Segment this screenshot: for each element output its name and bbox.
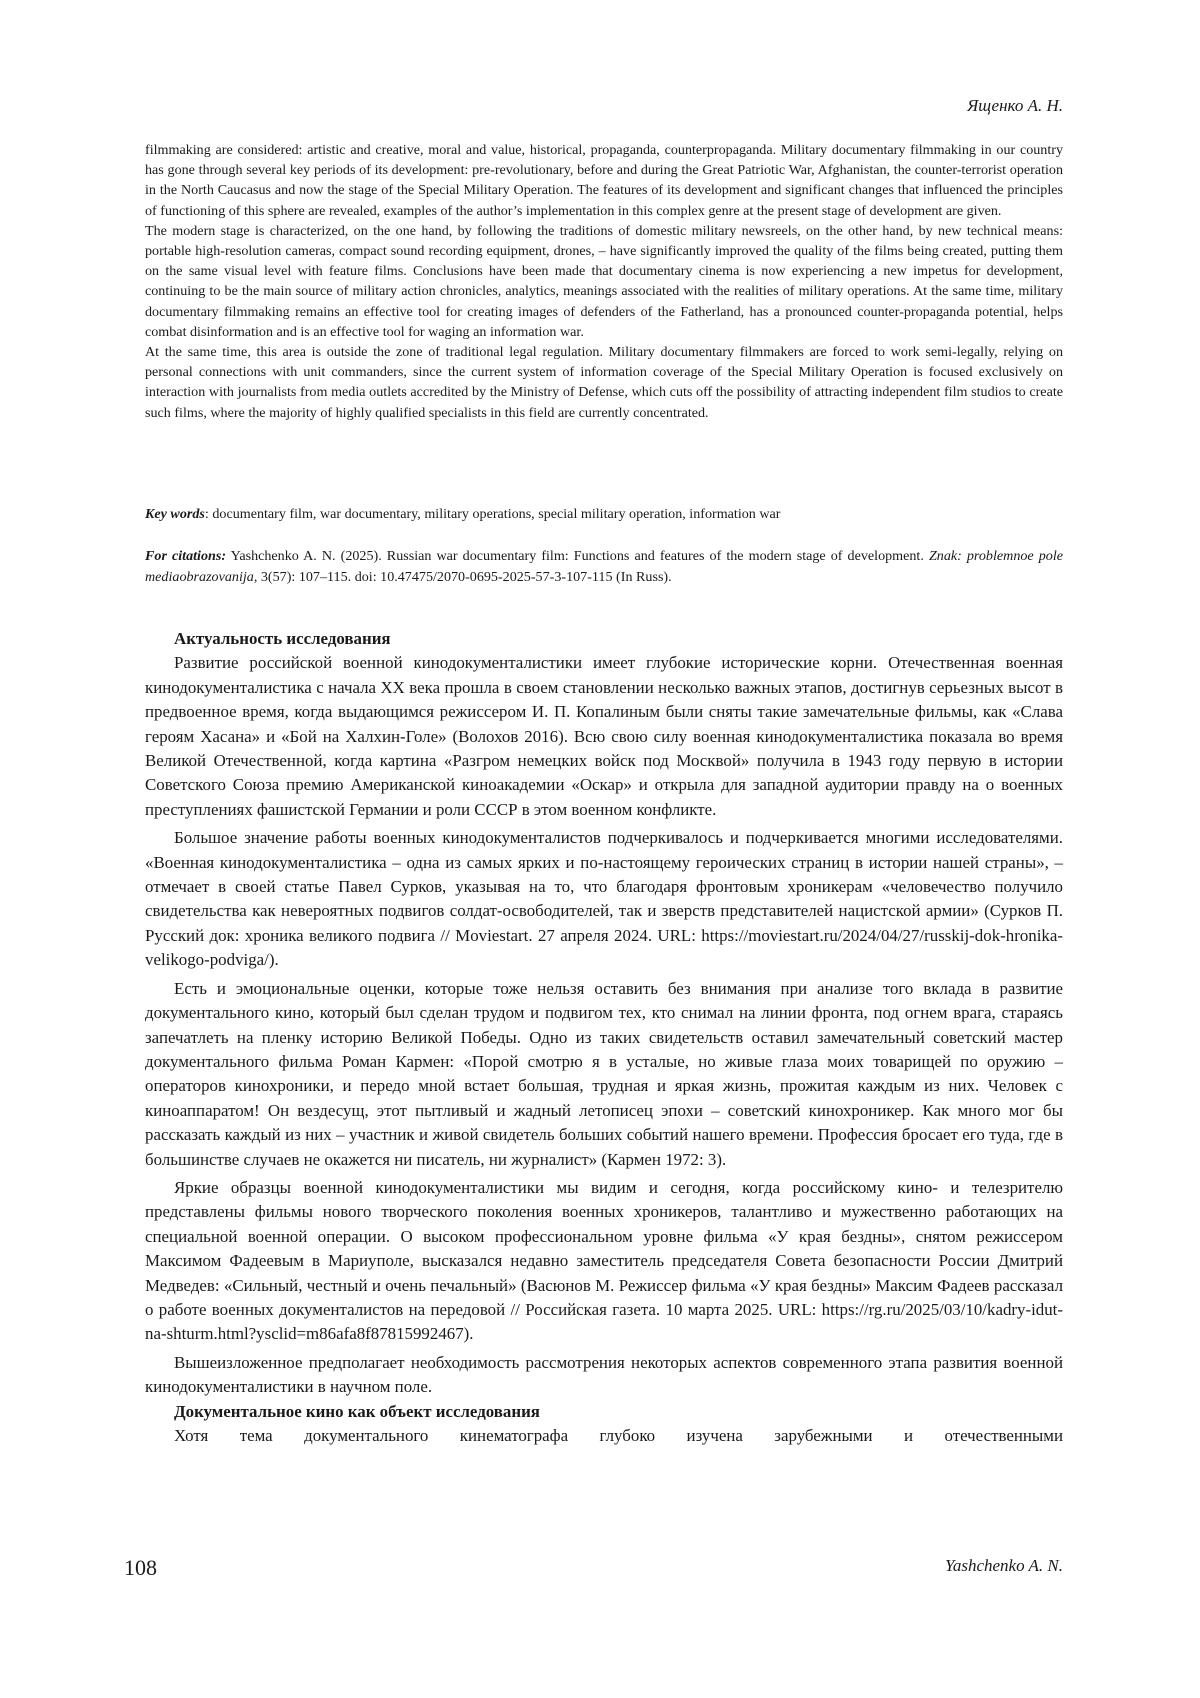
running-header-author: Ященко А. Н. — [967, 96, 1063, 115]
section-heading: Документальное кино как объект исследования — [174, 1401, 540, 1421]
citation — [145, 546, 1063, 587]
body-paragraph: Яркие образцы военной кинодокументалистики мы видим и сегодня, когда российскому кино- и телезрителю представлены фильмы нового творческого поколения военных хроникеров, талантливо и мужественно работающих на специальной военной операции. О высоком профессиональном уровне фильма «У края бездны», снятом режиссером Максимом Фадеевым в Мариуполе, высказался недавно заместитель председателя Совета безопасности России Дмитрий Медведев: «Сильный, честный и очень печальный» (Васюнов М. Режиссер фильма «У края бездны» Максим Фадеев рассказал о работе военных документалистов на передовой // Российская газета. 10 марта 2025. URL: https://rg.ru/2025/03/10/kadry-idut-na-shturm.html?ysclid=m86afa8f87815992467). — [145, 1177, 1063, 1344]
running-footer-author: Yashchenko A. N. — [944, 1556, 1063, 1575]
abstract-paragraph: The modern stage is characterized, on the one hand, by following the traditions of domestic military newsreels, on the other hand, by new technical means: portable high-resolution cameras, compact sound recording equipment, drones, – have significantly improved the quality of the films being created, putting them on the same visual level with feature films. Conclusions have been made that documentary cinema is now experiencing a new impetus for development, continuing to be the main source of military action chronicles, analytics, meanings associated with the realities of military operations. At the same time, military documentary filmmaking remains an effective tool for creating images of defenders of the Fatherland, has a pronounced counter-propaganda potential, helps combat disinformation and is an effective tool for waging an information war. — [145, 222, 1063, 340]
body-paragraph: Есть и эмоциональные оценки, которые тоже нельзя оставить без внимания при анализе того вклада в развитие документального кино, который был сделан трудом и подвигом тех, кто снимал на линии фронта, под огнем врага, стараясь запечатлеть на пленку историю Великой Победы. Одно из таких свидетельств оставил замечательный советский мастер документального фильма Роман Кармен: «Порой смотрю я в усталые, но живые глаза моих товарищей по оружию – операторов кинохроники, и передо мной встает большая, трудная и яркая жизнь, прожитая каждым из них. Человек с киноаппаратом! Он вездесущ, этот пытливый и жадный летописец эпохи – советский кинохроникер. Как много мог бы рассказать каждый из них – участник и живой свидетель больших событий нашего времени. Профессия бросает его туда, где в большинстве случаев не окажется ни писатель, ни журналист» (Кармен 1972: 3). — [145, 978, 1063, 1169]
body-paragraph: Хотя тема документального кинематографа глубоко изучена зарубежными и отечественными — [174, 1426, 1063, 1445]
keywords-text: : documentary film, war documentary, military operations, special military operation, information war — [204, 506, 781, 522]
keywords — [145, 504, 1063, 524]
article-body — [145, 627, 1063, 1452]
citation-tail: , 3(57): 107–115. doi: 10.47475/2070-0695-2025-57-3-107-115 (In Russ). — [253, 568, 672, 585]
page-number: 108 — [124, 1555, 157, 1580]
abstract — [145, 140, 1063, 423]
body-paragraph: Развитие российской военной кинодокументалистики имеет глубокие исторические корни. Отечественная военная кинодокументалистика с начала XX века прошла в своем становлении несколько важных этапов, достигнув серьезных высот в предвоенное время, когда выдающимся режиссером И. П. Копалиным были сняты такие замечательные фильмы, как «Слава героям Хасана» и «Бой на Халхин-Голе» (Волохов 2016). Всю свою силу военная кинодокументалистика показала во время Великой Отечественной, когда картина «Разгром немецких войск под Москвой» получила в 1943 году первую в истории Советского Союза премию Американской киноакадемии «Оскар» и открыла для западной аудитории правду на о военных преступлениях фашистской Германии и роли СССР в этом военном конфликте. — [145, 653, 1063, 819]
citation-journal: Znak: problemnoe pole mediaobrazovanija — [145, 548, 1064, 585]
abstract-paragraph: At the same time, this area is outside the zone of traditional legal regulation. Military documentary filmmakers are forced to work semi-legally, relying on personal connections with unit commanders, since the current system of information coverage of the Special Military Operation is focused exclusively on interaction with journalists from media outlets accredited by the Ministry of Defense, which cuts off the possibility of attracting independent film studios to create such films, where the majority of highly qualified specialists in this field are currently concentrated. — [145, 344, 1063, 421]
keywords-label: Key words — [145, 506, 205, 522]
abstract-paragraph: filmmaking are considered: artistic and creative, moral and value, historical, propaganda, counterpropaganda. Military documentary filmmaking in our country has gone through several key periods of its development: pre-revolutionary, before and during the Great Patriotic War, Afghanistan, the counter-terrorist operation in the North Caucasus and now the stage of the Special Military Operation. The features of its development and significant changes that influenced the principles of functioning of this sphere are revealed, examples of the author’s implementation in this complex genre at the present stage of development are given. — [145, 142, 1063, 219]
body-paragraph: Вышеизложенное предполагает необходимость рассмотрения некоторых аспектов современного этапа развития военной кинодокументалистики в научном поле. — [145, 1352, 1063, 1397]
section-heading: Актуальность исследования — [174, 629, 391, 648]
citation-label: For citations: — [145, 548, 227, 564]
citation-text: Yashchenko A. N. (2025). Russian war documentary film: Functions and features of the modern stage of development. — [226, 548, 929, 564]
body-paragraph: Большое значение работы военных кинодокументалистов подчеркивалось и подчеркивается многими исследователями. «Военная кинодокументалистика – одна из самых ярких и по-настоящему героических страниц в истории нашей страны», – отмечает в своей статье Павел Сурков, указывая на то, что благодаря фронтовым хроникерам «человечество получило свидетельства как невероятных подвигов солдат-освободителей, так и зверств представителей нацистской армии» (Сурков П. Русский док: хроника великого подвига // Moviestart. 27 апреля 2024. URL: https://moviestart.ru/2024/04/27/russkij-dok-hronika-velikogo-podviga/). — [145, 828, 1063, 970]
